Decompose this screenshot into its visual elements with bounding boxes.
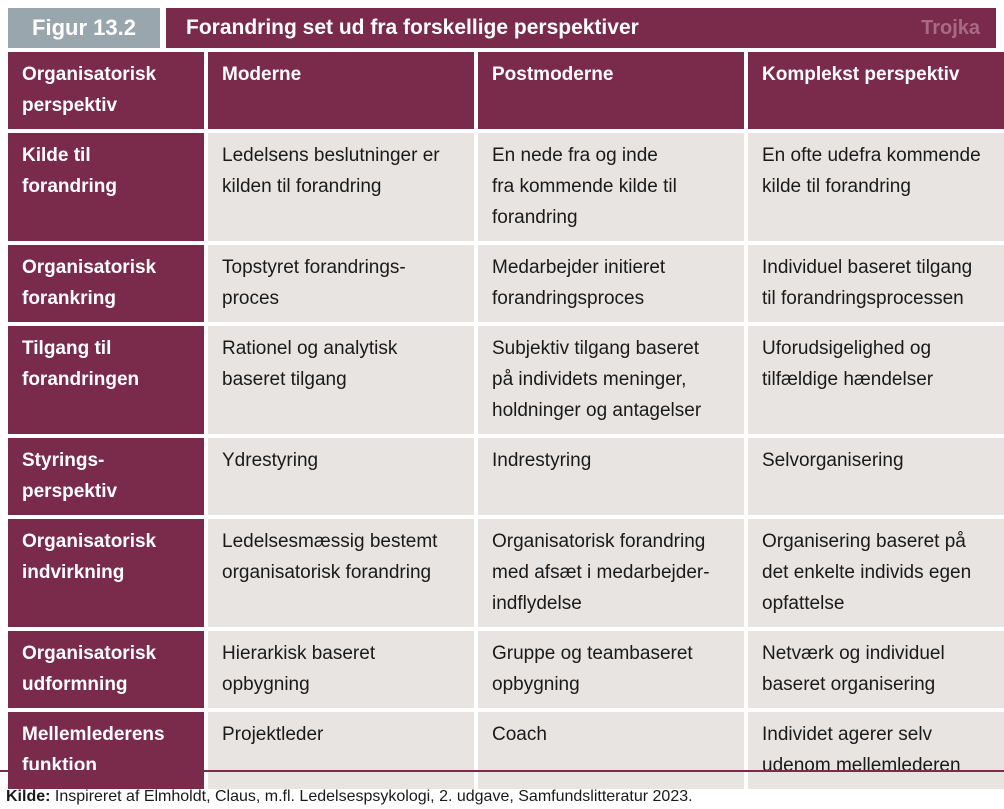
table-cell: Medarbejder initieret forandringsproces <box>478 245 744 322</box>
table-cell: Topstyret forandrings- proces <box>208 245 474 322</box>
table-header-row <box>8 52 1004 129</box>
table-cell: Uforudsigelighed og tilfældige hændelser <box>748 326 1004 434</box>
table-cell: Netværk og individuel baseret organisering <box>748 631 1004 708</box>
perspectives-table <box>4 48 1004 793</box>
column-header: Postmoderne <box>478 52 744 129</box>
row-header: Organisatorisk forankring <box>8 245 204 322</box>
table-cell: Rationel og analytisk baseret tilgang <box>208 326 474 434</box>
table-cell: Organisatorisk forandring med afsæt i medarbejder- indflydelse <box>478 519 744 627</box>
source-text: Inspireret af Elmholdt, Claus, m.fl. Ledelsespsykologi, 2. udgave, Samfundslitteratur 2023. <box>50 788 693 805</box>
row-header: Kilde til forandring <box>8 133 204 241</box>
table-cell: En ofte udefra kommende kilde til forandring <box>748 133 1004 241</box>
row-header: Styrings- perspektiv <box>8 438 204 515</box>
publisher-brand: Trojka <box>921 16 980 39</box>
row-header: Organisatorisk udformning <box>8 631 204 708</box>
table-cell: Coach <box>478 712 744 789</box>
column-header: Organisatorisk perspektiv <box>8 52 204 129</box>
row-header: Mellemlederens funktion <box>8 712 204 789</box>
source-footer <box>0 770 1004 806</box>
row-header: Organisatorisk indvirkning <box>8 519 204 627</box>
table-row <box>8 631 1004 708</box>
table-cell: Selvorganisering <box>748 438 1004 515</box>
table-cell: Ledelsens beslutninger er kilden til forandring <box>208 133 474 241</box>
table-row <box>8 438 1004 515</box>
table-cell: En nede fra og inde fra kommende kilde til forandring <box>478 133 744 241</box>
table-row <box>8 326 1004 434</box>
figure-label: Figur 13.2 <box>8 8 160 48</box>
table-cell: Organisering baseret på det enkelte individs egen opfattelse <box>748 519 1004 627</box>
figure-title <box>166 8 996 48</box>
table-cell: Gruppe og teambaseret opbygning <box>478 631 744 708</box>
table-row <box>8 133 1004 241</box>
table-cell: Individet agerer selv udenom mellemlederen <box>748 712 1004 789</box>
table-cell: Indrestyring <box>478 438 744 515</box>
figure-header <box>8 8 996 48</box>
source-label: Kilde: <box>6 788 51 805</box>
table-cell: Individuel baseret tilgang til forandringsprocessen <box>748 245 1004 322</box>
table-cell: Ydrestyring <box>208 438 474 515</box>
column-header: Komplekst perspektiv <box>748 52 1004 129</box>
figure-title-text: Forandring set ud fra forskellige perspektiver <box>186 16 639 39</box>
table-row <box>8 519 1004 627</box>
table-row <box>8 245 1004 322</box>
table-cell: Projektleder <box>208 712 474 789</box>
table-cell: Ledelsesmæssig bestemt organisatorisk forandring <box>208 519 474 627</box>
row-header: Tilgang til forandringen <box>8 326 204 434</box>
table-cell: Subjektiv tilgang baseret på individets meninger, holdninger og antagelser <box>478 326 744 434</box>
column-header: Moderne <box>208 52 474 129</box>
table-cell: Hierarkisk baseret opbygning <box>208 631 474 708</box>
